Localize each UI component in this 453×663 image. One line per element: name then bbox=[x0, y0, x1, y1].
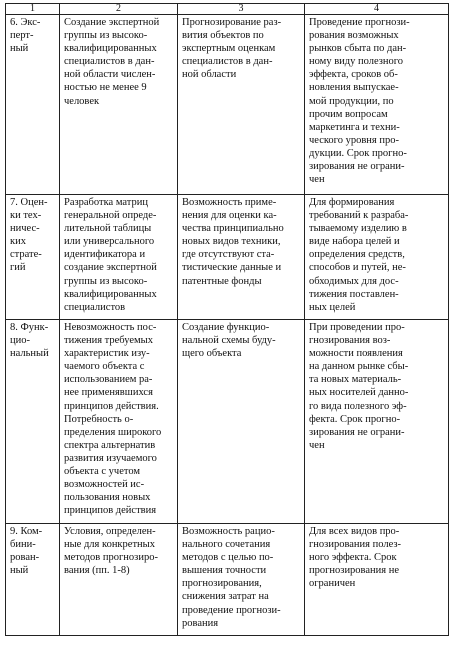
header-cell-2: 2 bbox=[60, 4, 178, 15]
header-cell-3: 3 bbox=[178, 4, 305, 15]
possibilities-cell: Возможность рацио- нального сочетания методов с целью по- вышения точности прогнозирования, снижения затрат на проведение прогнози- рования bbox=[178, 524, 305, 636]
possibilities-cell: Возможность приме- нения для оценки ка- чества принципиально новых видов техники, где отсутствуют ста- тистические данные и патентные фонды bbox=[178, 195, 305, 320]
header-cell-1: 1 bbox=[6, 4, 60, 15]
table-header-row bbox=[6, 4, 449, 15]
application-cell: При проведении про- гнозирования воз- можности появления на данном рынке сбы- та новых материаль- ных носителей данно- го вида полезного эф- фекта. Срок прогно- зирования не ограни- чен bbox=[305, 320, 449, 524]
conditions-cell: Создание экспертной группы из высоко- квалифицированных специалистов в дан- ной области числен- ностью не менее 9 человек bbox=[60, 15, 178, 195]
method-name-cell: 6. Экс- перт- ный bbox=[6, 15, 60, 195]
possibilities-cell: Прогнозирование раз- вития объектов по экспертным оценкам специалистов в дан- ной области bbox=[178, 15, 305, 195]
application-cell: Для всех видов про- гнозирования полез- ного эффекта. Срок прогнозирования не ограничен bbox=[305, 524, 449, 636]
application-cell: Проведение прогнози- рования возможных рынков сбыта по дан- ному виду полезного эффекта, сроков об- новления выпускае- мой продукции, по прочим вопросам маркетинга и техни- ческого уровня про- дукции. Срок прогно- зирования не ограни- чен bbox=[305, 15, 449, 195]
conditions-cell: Невозможность пос- тижения требуемых характеристик изу- чаемого объекта с использованием ра- нее применявшихся принципов действия. Потребность о- пределения широкого спектра альтернатив развития изучаемого объекта с учетом возможностей ис- пользования новых принципов действия bbox=[60, 320, 178, 524]
table-row bbox=[6, 524, 449, 636]
table-row bbox=[6, 320, 449, 524]
application-cell: Для формирования требований к разраба- тываемому изделию в виде набора целей и определения средств, способов и путей, не- обходимых для дос- тижения поставлен- ных целей bbox=[305, 195, 449, 320]
method-name-cell: 9. Ком- бини- рован- ный bbox=[6, 524, 60, 636]
conditions-cell: Разработка матриц генеральной опреде- лительной таблицы или универсального идентификатора и создание экспертной группы из высоко- квалифицированных специалистов bbox=[60, 195, 178, 320]
table-row bbox=[6, 195, 449, 320]
method-name-cell: 7. Оцен- ки тех- ничес- ких страте- гий bbox=[6, 195, 60, 320]
conditions-cell: Условия, определен- ные для конкретных методов прогнозиро- вания (пп. 1-8) bbox=[60, 524, 178, 636]
methods-table bbox=[5, 3, 449, 636]
header-cell-4: 4 bbox=[305, 4, 449, 15]
possibilities-cell: Создание функцио- нальной схемы буду- щего объекта bbox=[178, 320, 305, 524]
method-name-cell: 8. Функ- цио- нальный bbox=[6, 320, 60, 524]
table-row bbox=[6, 15, 449, 195]
